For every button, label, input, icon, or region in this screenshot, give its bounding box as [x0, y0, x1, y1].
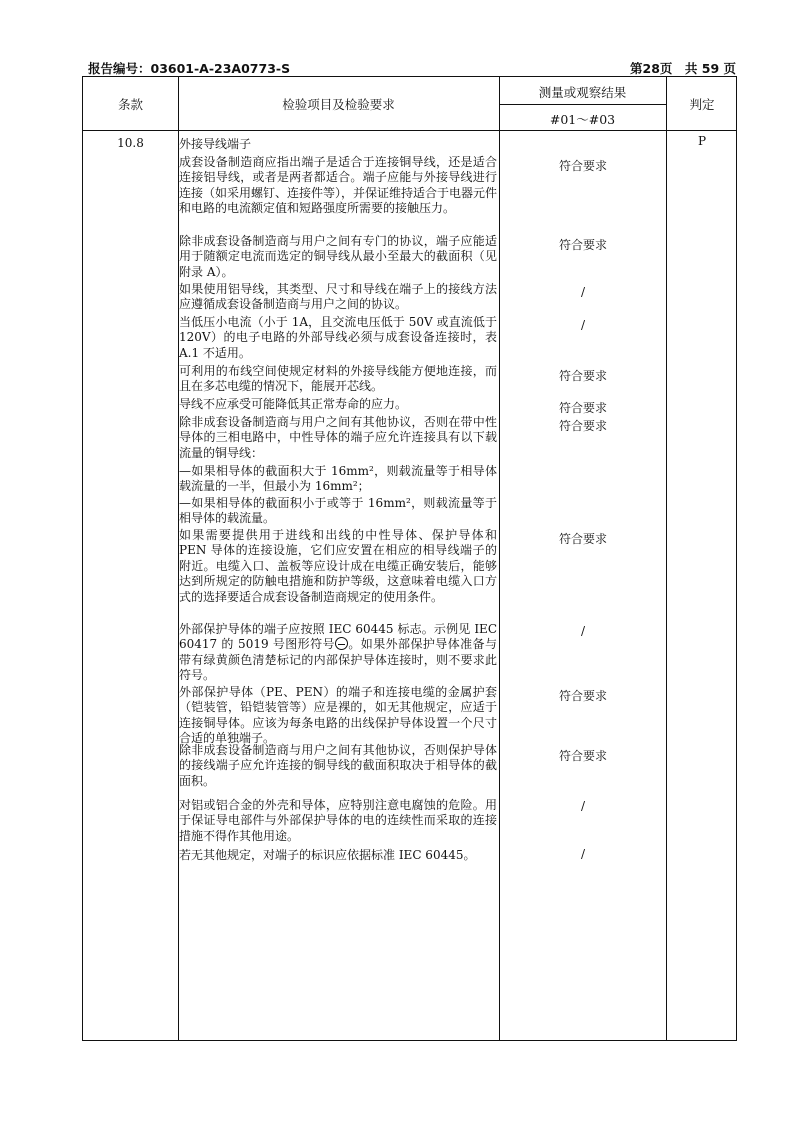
- requirement-14: 对铝或铝合金的外壳和导体，应特别注意电腐蚀的危险。用于保证导电部件与外部保护导体的电的连续性而采取的连接措施不得作其他用途。: [179, 798, 497, 843]
- section-title: 外接导线端子: [179, 137, 252, 151]
- header-bottom-line: [83, 130, 736, 131]
- requirement-10: 如果需要提供用于进线和出线的中性导体、保护导体和 PEN 导体的连接设施，它们应安置在相应的相导线端子的附近。电缆入口、盖板等应设计成在电缆正确安装后，能够达到所规定的防触电措施和防护等级，这意味着电缆入口方式的选择要适合成套设备制造商规定的使用条件。: [179, 528, 497, 604]
- result-5: 符合要求: [558, 369, 607, 383]
- result-15: /: [580, 847, 586, 861]
- verdict-header: 判定: [689, 97, 715, 112]
- requirement-1: 成套设备制造商应指出端子是适合于连接铜导线，还是适合连接铝导线，或者是两者都适合。端子应能与外接导线进行连接（如采用螺钉、连接件等），并保证维持适合于电器元件和电路的电流额定值和短路强度所需要的接触压力。: [179, 155, 498, 216]
- requirement-15: 若无其他规定，对端子的标识应依据标准 IEC 60445。: [179, 848, 476, 862]
- clause-number: 10.8: [117, 136, 144, 150]
- verdict-value: P: [697, 134, 707, 148]
- result-header: 测量或观察结果: [538, 85, 627, 100]
- result-11: /: [580, 624, 586, 638]
- requirement-13: 除非成套设备制造商与用户之间有其他协议，否则保护导体的接线端子应允许连接的铜导线的截面积取决于相导体的截面积。: [179, 743, 497, 788]
- samples-header: #01～#03: [549, 112, 616, 127]
- result-14: /: [580, 799, 586, 813]
- result-4: /: [580, 318, 586, 332]
- result-6: 符合要求: [558, 401, 607, 415]
- requirement-11: 外部保护导体的端子应按照 IEC 60445 标志。示例见 IEC 60417 的 5019 号图形符号 。如果外部保护导体准备与带有绿黄颜色清楚标记的内部保护导体连接时，则不要求此符号。: [179, 622, 497, 683]
- result-2: 符合要求: [558, 238, 607, 252]
- inspection-table: [82, 76, 737, 1041]
- requirement-9: —如果相导体的截面积小于或等于 16mm²，则载流量等于相导体的载流量。: [179, 496, 497, 526]
- requirement-5: 可利用的布线空间使规定材料的外接导线能方便地连接，而且在多芯电缆的情况下，能展开芯线。: [179, 364, 497, 394]
- requirement-4: 当低压小电流（小于 1A，且交流电压低于 50V 或直流低于 120V）的电子电路的外部导线必须与成套设备连接时，表 A.1 不适用。: [179, 315, 497, 360]
- col-divider-3: [666, 77, 667, 1040]
- requirement-6: 导线不应承受可能降低其正常寿命的应力。: [179, 397, 408, 411]
- protective-earth-icon: [335, 637, 348, 650]
- result-7: 符合要求: [558, 419, 607, 433]
- requirement-12: 外部保护导体（PE、PEN）的端子和连接电缆的金属护套（铠装管，铅铠装管等）应是裸的，如无其他规定，应适于连接铜导体。应该为每条电路的出线保护导体设置一个尺寸合适的单独端子。: [179, 685, 497, 746]
- result-3: /: [580, 285, 586, 299]
- requirement-2: 除非成套设备制造商与用户之间有专门的协议，端子应能适用于随额定电流而选定的铜导线从最小至最大的截面积（见附录 A）。: [179, 234, 497, 279]
- result-12: 符合要求: [558, 689, 607, 703]
- result-1: 符合要求: [558, 159, 607, 173]
- report-header: [84, 57, 738, 77]
- col-divider-2: [499, 77, 500, 1040]
- page-info: 第28页 共 59 页: [630, 61, 736, 76]
- result-10: 符合要求: [558, 532, 607, 546]
- requirement-8: —如果相导体的截面积大于 16mm²，则载流量等于相导体载流量的一半，但最小为 16mm²；: [179, 464, 497, 494]
- item-header: 检验项目及检验要求: [282, 97, 395, 112]
- requirement-7: 除非成套设备制造商与用户之间有其他协议，否则在带中性导体的三相电路中，中性导体的端子应允许连接具有以下载流量的铜导线：: [179, 415, 497, 460]
- result-13: 符合要求: [558, 749, 607, 763]
- result-subheader-line: [499, 104, 666, 105]
- requirement-3: 如果使用铝导线，其类型、尺寸和导线在端子上的接线方法应遵循成套设备制造商与用户之间的协议。: [179, 282, 497, 312]
- clause-header: 条款: [117, 97, 143, 112]
- report-number: 报告编号：03601-A-23A0773-S: [88, 61, 291, 76]
